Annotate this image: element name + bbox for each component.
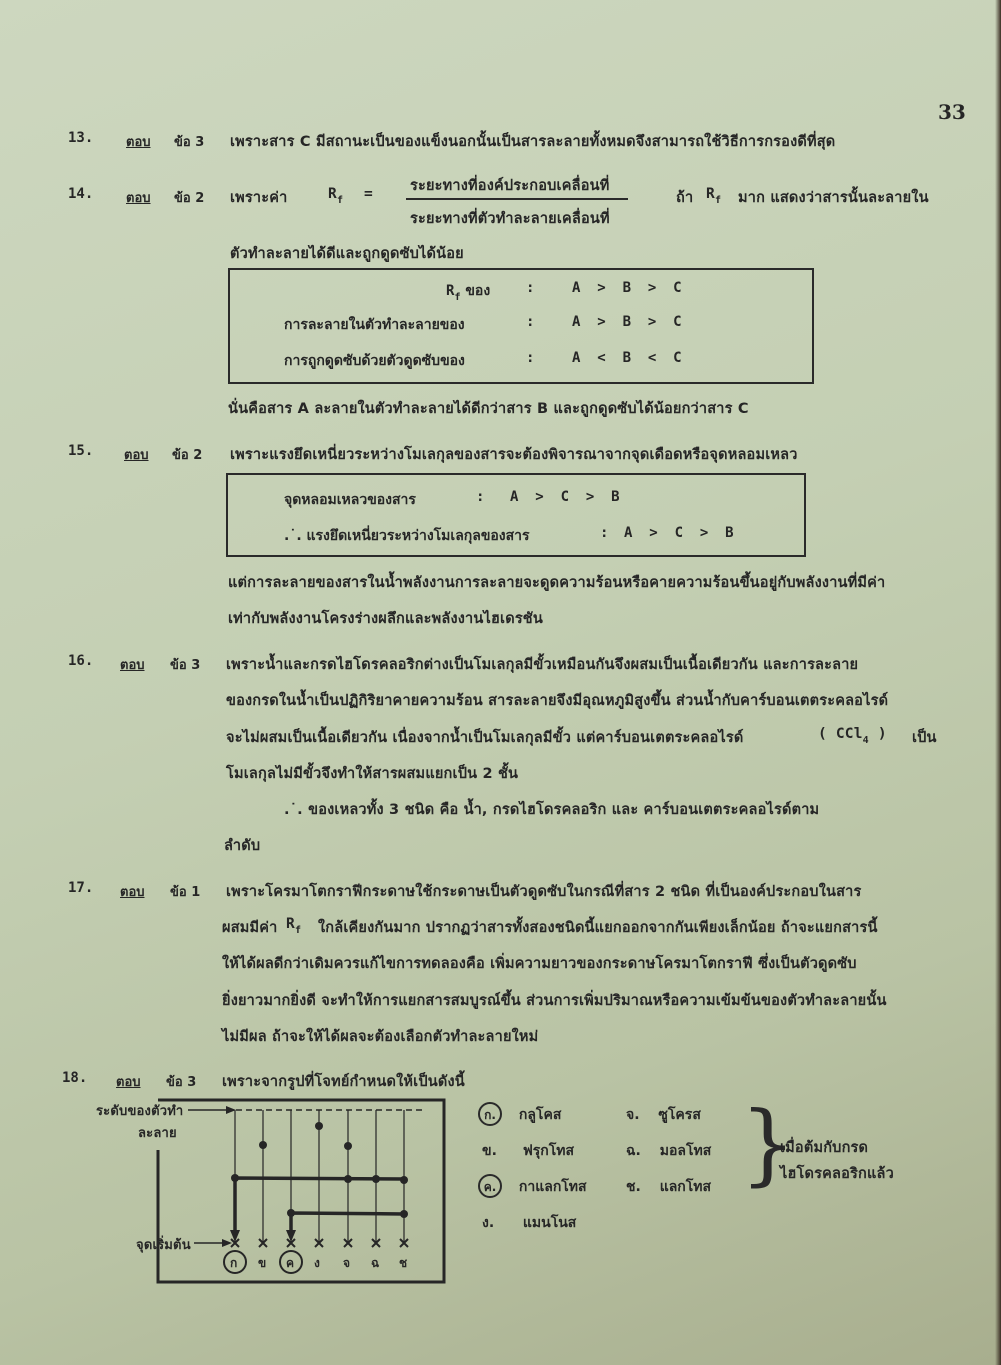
answer-text: เพราะแรงยึดเหนี่ยวระหว่างโมเลกุลของสารจะต้องพิจารณาจากจุดเดือดหรือจุดหลอมเหลว: [230, 447, 798, 463]
box-colon: :: [526, 280, 535, 296]
ccl4-formula: ( CCl$_4$ ): [818, 726, 887, 746]
legend-item-mannose: ง. แมนโนส: [482, 1215, 577, 1231]
page-edge-shadow: [995, 0, 1001, 1365]
lane-label: ฉ: [371, 1256, 380, 1270]
answer-conclusion-cont: ลำดับ: [224, 838, 261, 854]
rf-numerator: ระยะทางที่องค์ประกอบเคลื่อนที่: [410, 178, 610, 194]
lane-label: ง: [314, 1256, 321, 1270]
box-order: A > B > C: [572, 280, 682, 296]
box-row-adsorption: การถูกดูดซับด้วยตัวดูดซับของ: [284, 353, 465, 369]
answer-label: ตอบ: [120, 658, 145, 673]
answer-text: ยิ่งยาวมากยิ่งดี จะทำให้การแยกสารสมบูรณ์ขึ้น ส่วนการเพิ่มปริมาณหรือความเข้มข้นของตัวทำละลายนั้น: [222, 993, 887, 1009]
box-order: A > C > B: [624, 525, 734, 541]
answer-text: เพราะน้ำและกรดไฮโดรคลอริกต่างเป็นโมเลกุลมีขั้วเหมือนกันจึงผสมเป็นเนื้อเดียวกัน และการละลาย: [226, 657, 859, 673]
answer-number: 18.: [62, 1070, 88, 1086]
answer-number: 13.: [68, 130, 94, 146]
rf-comparison-box: [228, 268, 814, 384]
lane-label: จ: [343, 1256, 351, 1270]
answer-number: 15.: [68, 443, 94, 459]
box-order: A > B > C: [572, 314, 682, 330]
box-row-solubility: การละลายในตัวทำละลายของ: [284, 317, 465, 333]
box-row-rf: $R_f$ ของ: [446, 283, 491, 303]
answer-after-box: เท่ากับพลังงานโครงร่างผลึกและพลังงานไฮเดรชัน: [228, 611, 543, 627]
answer-number: 16.: [68, 653, 94, 669]
melting-point-box: [226, 473, 806, 557]
answer-conclusion: .˙. ของเหลวทั้ง 3 ชนิด คือ น้ำ, กรดไฮโดรคลอริก และ คาร์บอนเตตระคลอไรด์ตาม: [284, 802, 820, 818]
box-row-melting-point: จุดหลอมเหลวของสาร: [284, 492, 416, 508]
right-brace-icon: }: [740, 1092, 796, 1195]
answer-conclusion: นั่นคือสาร A ละลายในตัวทำละลายได้ดีกว่าสาร B และถูกดูดซับได้น้อยกว่าสาร C: [228, 401, 749, 417]
condition-prefix: ถ้า: [676, 190, 694, 206]
lane-label: ข: [258, 1256, 267, 1270]
rf-symbol: $R_f$: [286, 916, 302, 936]
answer-label: ตอบ: [124, 448, 149, 463]
answer-number: 14.: [68, 186, 94, 202]
legend-note: เมื่อต้มกับกรด: [780, 1140, 869, 1156]
solvent-level-label-cont: ละลาย: [138, 1126, 177, 1141]
answer-text: ของกรดในน้ำเป็นปฏิกิริยาคายความร้อน สารละลายจึงมีอุณหภูมิสูงขึ้น ส่วนน้ำกับคาร์บอนเตตระคลอไรด์: [226, 693, 889, 709]
legend-item-sucrose: จ. ซูโครส: [626, 1107, 701, 1123]
answer-choice: ข้อ 2: [172, 448, 203, 463]
answer-text: เพราะโครมาโตกราฟีกระดาษใช้กระดาษเป็นตัวดูดซับในกรณีที่สาร 2 ชนิด ที่เป็นองค์ประกอบในสาร: [226, 884, 862, 900]
answer-lead: เพราะค่า: [230, 190, 288, 206]
lane-label: ก: [230, 1256, 238, 1270]
legend-note-cont: ไฮโดรคลอริกแล้ว: [780, 1166, 894, 1182]
answer-number: 17.: [68, 880, 94, 896]
lane-label: ช: [399, 1256, 408, 1270]
answer-text-prefix: ผสมมีค่า: [222, 920, 278, 936]
equals-sign: =: [364, 186, 373, 202]
answer-choice: ข้อ 3: [174, 135, 205, 150]
box-colon: :: [600, 525, 609, 541]
box-order: A > C > B: [510, 489, 620, 505]
legend-item-lactose: ช. แลกโทส: [626, 1179, 712, 1195]
answer-text: ไม่มีผล ถ้าจะให้ได้ผลจะต้องเลือกตัวทำละลายใหม่: [222, 1029, 539, 1045]
answer-label: ตอบ: [116, 1075, 141, 1090]
answer-text: โมเลกุลไม่มีขั้วจึงทำให้สารผสมแยกเป็น 2 ชั้น: [226, 766, 519, 782]
box-colon: :: [476, 489, 485, 505]
condition-text: มาก แสดงว่าสารนั้นละลายใน: [738, 190, 929, 206]
page-number: 33: [938, 100, 966, 124]
answer-text: เป็น: [912, 730, 937, 746]
answer-text: เพราะสาร C มีสถานะเป็นของแข็งนอกนั้นเป็นสารละลายทั้งหมดจึงสามารถใช้วิธีการกรองดีที่สุด: [230, 134, 836, 150]
answer-text: จะไม่ผสมเป็นเนื้อเดียวกัน เนื่องจากน้ำเป็นโมเลกุลมีขั้ว แต่คาร์บอนเตตระคลอไรด์: [226, 730, 744, 746]
legend-item-galactose: ค. กาแลกโทส: [478, 1174, 587, 1198]
box-colon: :: [526, 314, 535, 330]
legend-item-maltose: ฉ. มอลโทส: [626, 1143, 712, 1159]
box-order: A < B < C: [572, 350, 682, 366]
legend-item-fructose: ข. ฟรุกโทส: [482, 1143, 575, 1159]
box-row-intermolecular-force: .˙. แรงยึดเหนี่ยวระหว่างโมเลกุลของสาร: [284, 528, 530, 544]
answer-choice: ข้อ 3: [166, 1075, 197, 1090]
answer-choice: ข้อ 1: [170, 885, 201, 900]
answer-text: เพราะจากรูปที่โจทย์กำหนดให้เป็นดังนี้: [222, 1074, 465, 1090]
rf-formula-symbol: $R_f$: [328, 186, 344, 206]
answer-choice: ข้อ 3: [170, 658, 201, 673]
rf-denominator: ระยะทางที่ตัวทำละลายเคลื่อนที่: [410, 211, 610, 227]
fraction-bar: [406, 198, 628, 200]
answer-text: ใกล้เคียงกันมาก ปรากฏว่าสารทั้งสองชนิดนี้แยกออกจากกันเพียงเล็กน้อย ถ้าจะแยกสารนี้: [318, 920, 878, 936]
answer-text: ให้ได้ผลดีกว่าเดิมควรแก้ไขการทดลองคือ เพิ่มความยาวของกระดาษโครมาโตกราฟี ซึ่งเป็นตัวดูดซับ: [222, 956, 857, 972]
answer-label: ตอบ: [126, 191, 151, 206]
box-colon: :: [526, 350, 535, 366]
answer-after-box: แต่การละลายของสารในน้ำพลังงานการละลายจะดูดความร้อนหรือคายความร้อนขึ้นอยู่กับพลังงานที่มีค่า: [228, 575, 886, 591]
rf-symbol: $R_f$: [706, 186, 722, 206]
legend-item-glucose: ก. กลูโคส: [478, 1102, 561, 1126]
lane-label: ค: [286, 1256, 295, 1270]
start-point-label: จุดเริ่มต้น: [136, 1238, 191, 1253]
answer-choice: ข้อ 2: [174, 191, 205, 206]
solvent-level-label: ระดับของตัวทำ: [96, 1104, 184, 1119]
answer-label: ตอบ: [126, 135, 151, 150]
answer-continuation: ตัวทำละลายได้ดีและถูกดูดซับได้น้อย: [230, 246, 464, 262]
answer-label: ตอบ: [120, 885, 145, 900]
